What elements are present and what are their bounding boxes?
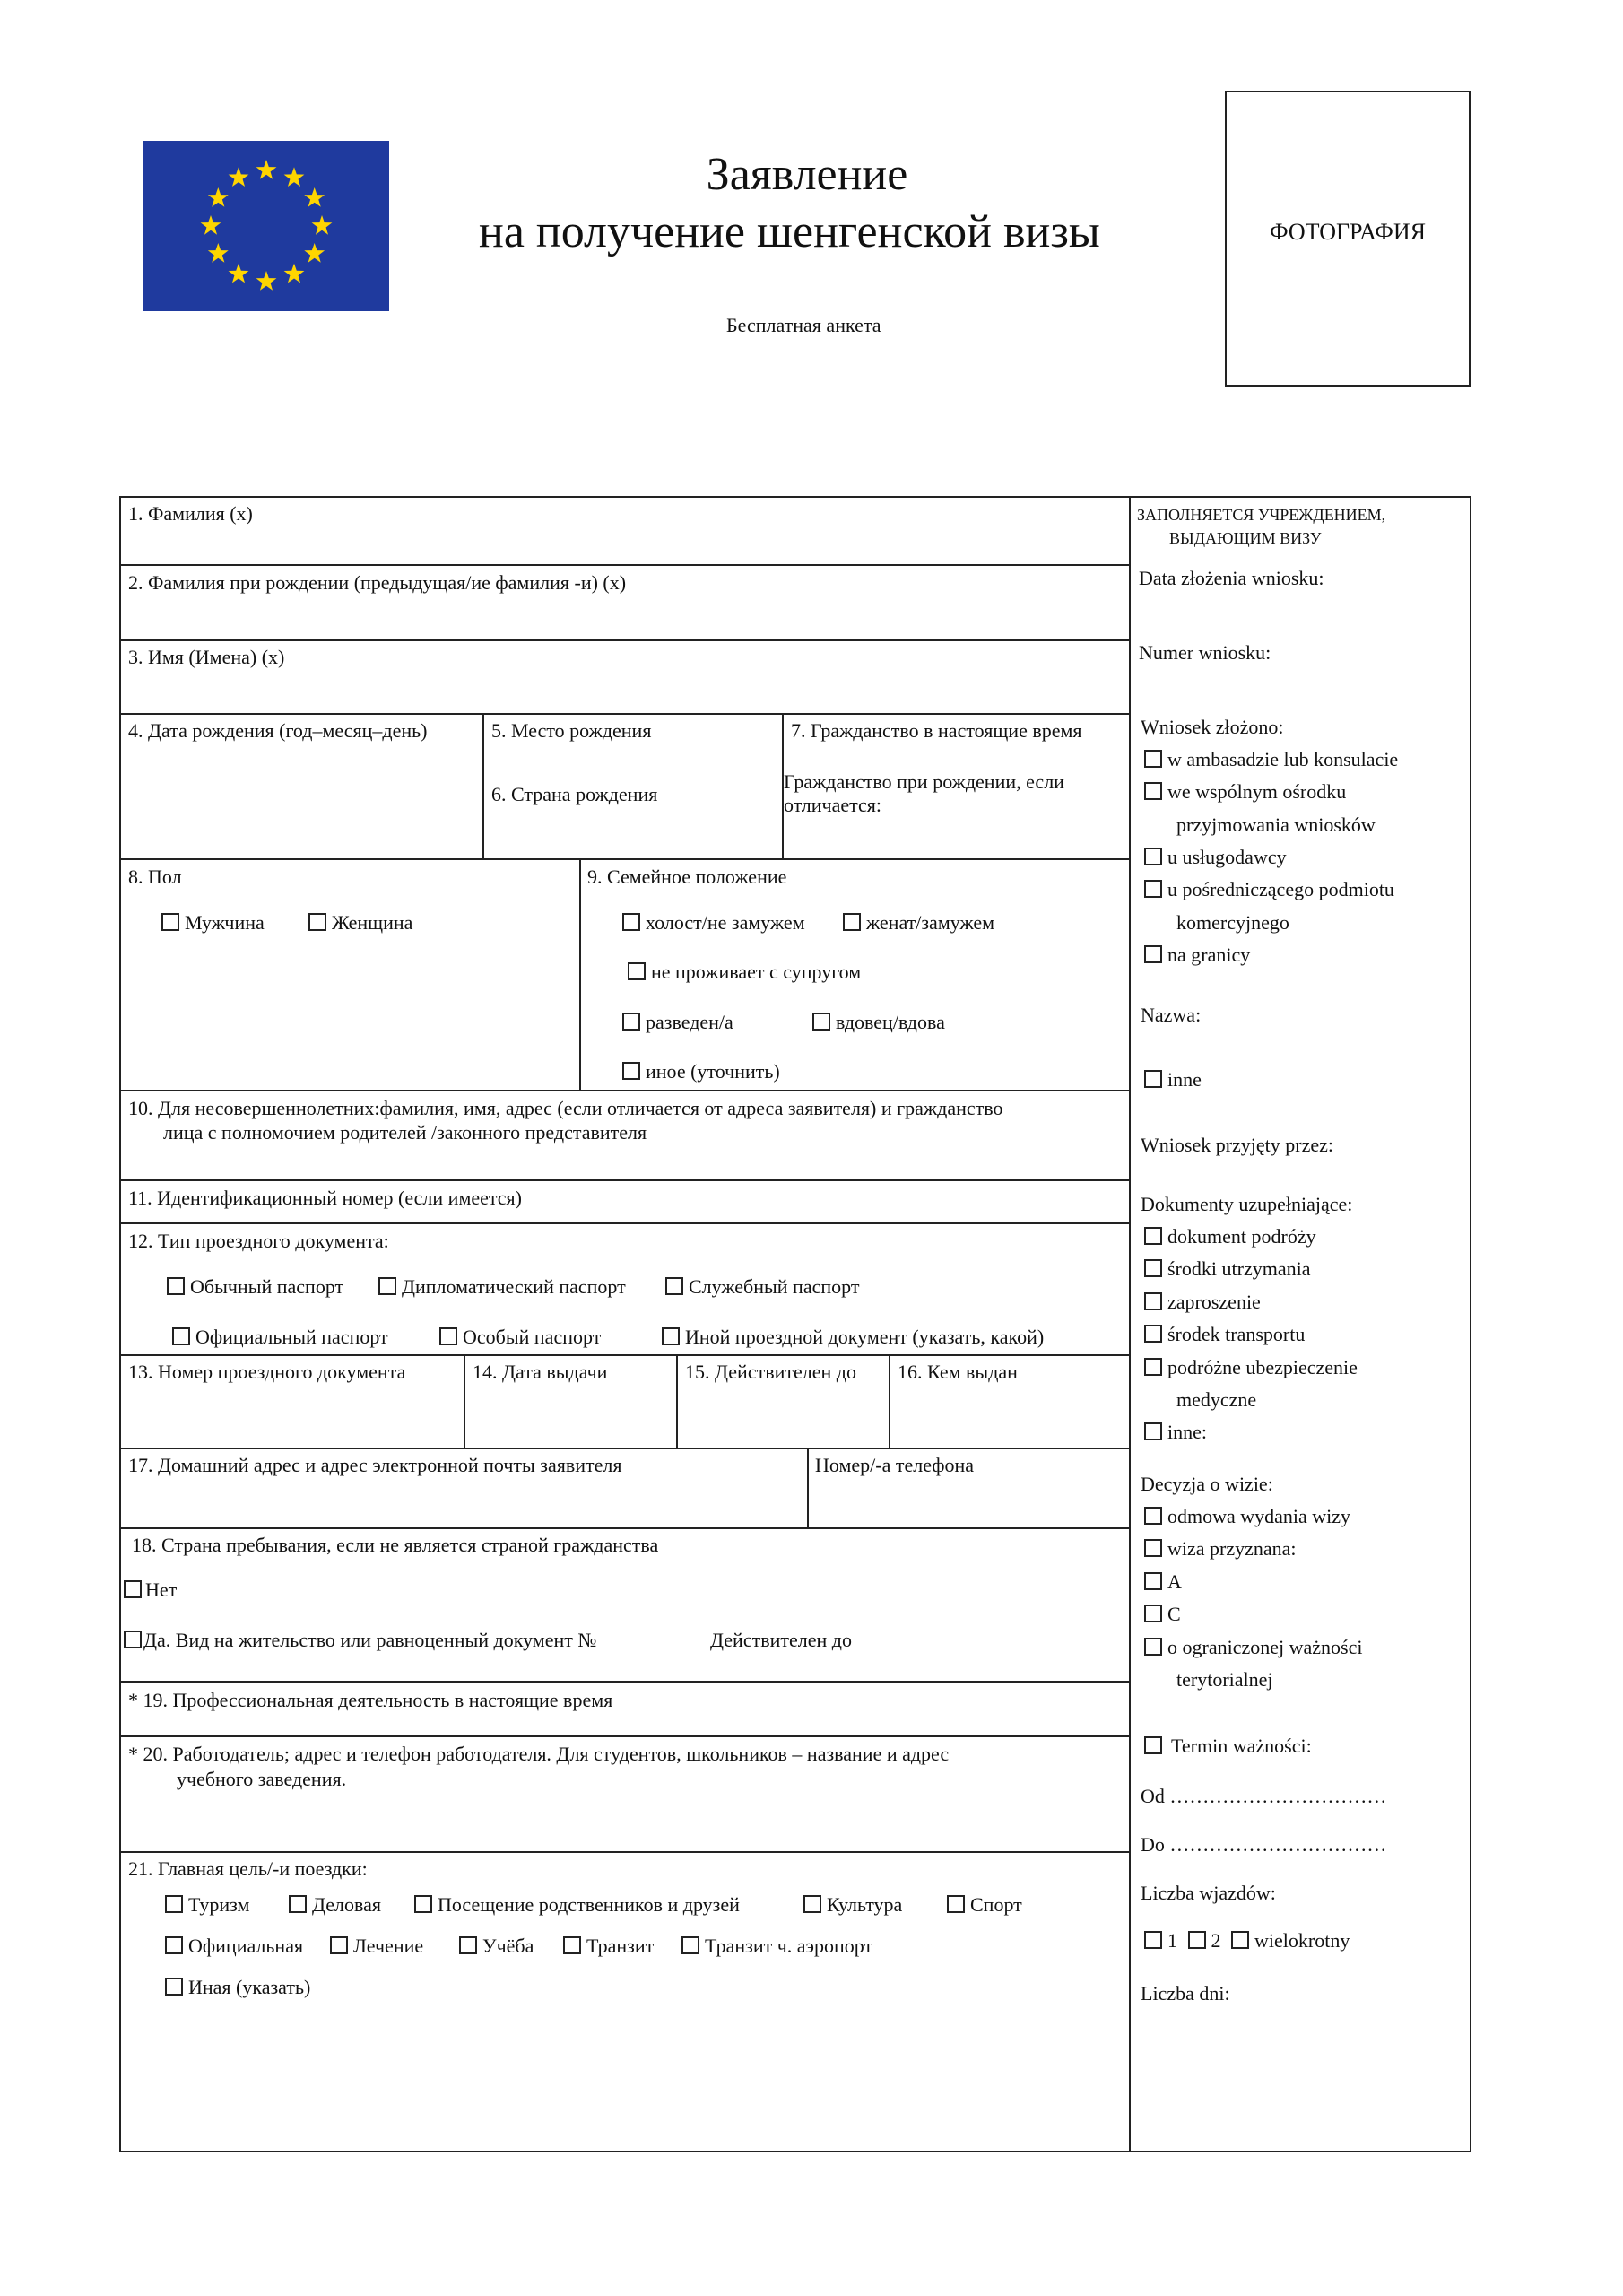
sidebar-decision-a[interactable]: A: [1144, 1569, 1182, 1596]
sidebar-decision-refused[interactable]: odmowa wydania wizy: [1144, 1503, 1350, 1530]
field-citizenship-label: 7. Гражданство в настоящие время: [791, 719, 1082, 742]
sidebar-entries-options[interactable]: 1 2 wielokrotny: [1144, 1927, 1350, 1954]
checkbox-icon[interactable]: [1144, 1507, 1162, 1525]
sidebar-doc-other[interactable]: inne:: [1144, 1419, 1207, 1446]
checkbox-icon[interactable]: [1144, 1325, 1162, 1343]
checkbox-icon[interactable]: [563, 1936, 581, 1954]
checkbox-icon[interactable]: [1144, 848, 1162, 865]
checkbox-icon[interactable]: [1144, 945, 1162, 963]
checkbox-icon[interactable]: [439, 1327, 457, 1345]
checkbox-icon[interactable]: [1144, 1605, 1162, 1622]
checkbox-icon[interactable]: [1144, 1422, 1162, 1440]
purpose-option-transit[interactable]: Транзит: [563, 1933, 654, 1960]
sidebar-doc-insurance-2: medyczne: [1176, 1388, 1257, 1411]
checkbox-icon[interactable]: [665, 1277, 683, 1295]
purpose-option-official[interactable]: Официальная: [165, 1933, 303, 1960]
field-birth-date-label: 4. Дата рождения (год–месяц–день): [128, 719, 428, 742]
purpose-option-study[interactable]: Учёба: [459, 1933, 534, 1960]
sidebar-submitted-intermediary[interactable]: u pośredniczącego podmiotu: [1144, 876, 1394, 903]
photo-box: [1225, 91, 1471, 387]
sidebar-valid-from: Od ……………………………: [1141, 1785, 1387, 1807]
checkbox-icon[interactable]: [1144, 1358, 1162, 1376]
sidebar-doc-means[interactable]: środki utrzymania: [1144, 1256, 1310, 1283]
field-sex-label: 8. Пол: [128, 865, 182, 888]
sidebar-submitted-border[interactable]: na granicy: [1144, 942, 1250, 969]
purpose-option-tourism[interactable]: Туризм: [165, 1892, 249, 1918]
sidebar-heading-1: ЗАПОЛНЯЕТСЯ УЧРЕЖДЕНИЕМ,: [1137, 506, 1386, 524]
sidebar-accepted-by-label: Wniosek przyjęty przez:: [1141, 1134, 1334, 1156]
purpose-option-culture[interactable]: Культура: [803, 1892, 902, 1918]
field-document-number-label: 13. Номер проездного документа: [128, 1361, 406, 1383]
field-minor-label-2: лица с полномочием родителей /законного представителя: [163, 1121, 647, 1144]
residence-option-no[interactable]: Нет: [124, 1577, 177, 1604]
sidebar-documents-label: Dokumenty uzupełniające:: [1141, 1193, 1353, 1215]
checkbox-icon[interactable]: [812, 1013, 830, 1031]
checkbox-icon[interactable]: [459, 1936, 477, 1954]
field-id-number-label: 11. Идентификационный номер (если имеется): [128, 1187, 523, 1209]
checkbox-icon[interactable]: [947, 1895, 965, 1913]
checkbox-icon[interactable]: [622, 1013, 640, 1031]
field-first-name-label: 3. Имя (Имена) (x): [128, 646, 285, 668]
sidebar-name-label: Nazwa:: [1141, 1004, 1202, 1026]
checkbox-icon[interactable]: [378, 1277, 396, 1295]
title-line2: на получение шенгенской визы: [479, 206, 1100, 257]
checkbox-icon[interactable]: [1231, 1931, 1249, 1949]
checkbox-icon[interactable]: [414, 1895, 432, 1913]
checkbox-icon[interactable]: [1144, 1572, 1162, 1590]
sidebar-doc-insurance[interactable]: podróżne ubezpieczenie: [1144, 1354, 1358, 1381]
field-residence-label: 18. Страна пребывания, если не является страной гражданства: [132, 1534, 659, 1556]
sex-option-female[interactable]: Женщина: [308, 909, 412, 936]
doc-option-other[interactable]: Иной проездной документ (указать, какой): [662, 1324, 1044, 1351]
field-employer-label-1: * 20. Работодатель; адрес и телефон работодателя. Для студентов, школьников – название и адрес: [128, 1743, 950, 1765]
checkbox-icon[interactable]: [803, 1895, 821, 1913]
subtitle: Бесплатная анкета: [726, 314, 881, 336]
checkbox-icon[interactable]: [308, 913, 326, 931]
checkbox-icon[interactable]: [1188, 1931, 1206, 1949]
checkbox-icon[interactable]: [681, 1936, 699, 1954]
marital-option-married[interactable]: женат/замужем: [843, 909, 994, 936]
field-marital-label: 9. Семейное положение: [587, 865, 787, 888]
checkbox-icon[interactable]: [1144, 1638, 1162, 1656]
field-valid-until-label: 15. Действителен до: [685, 1361, 856, 1383]
checkbox-icon[interactable]: [1144, 1931, 1162, 1949]
sidebar-decision-label: Decyzja o wizie:: [1141, 1473, 1273, 1495]
sidebar-submitted-common-centre-2: przyjmowania wniosków: [1176, 813, 1376, 836]
residence-option-yes[interactable]: Да. Вид на жительство или равноценный документ №: [124, 1627, 596, 1654]
field-surname-label: 1. Фамилия (x): [128, 502, 253, 525]
checkbox-icon[interactable]: [628, 962, 646, 980]
doc-option-service[interactable]: Служебный паспорт: [665, 1274, 859, 1300]
checkbox-icon[interactable]: [165, 1895, 183, 1913]
checkbox-icon[interactable]: [1144, 1539, 1162, 1557]
sidebar-submitted-intermediary-2: komercyjnego: [1176, 911, 1289, 934]
residence-valid-until-label: Действителен до: [710, 1629, 852, 1651]
checkbox-icon[interactable]: [1144, 1259, 1162, 1277]
sidebar-validity[interactable]: Termin ważności:: [1144, 1733, 1312, 1760]
title-line1: Заявление: [706, 149, 908, 200]
field-birth-citizenship-label-1: Гражданство при рождении, если: [784, 770, 1064, 793]
sidebar-doc-transport[interactable]: środek transportu: [1144, 1321, 1305, 1348]
marital-option-other[interactable]: иное (уточнить): [622, 1058, 780, 1085]
checkbox-icon[interactable]: [662, 1327, 680, 1345]
purpose-option-sport[interactable]: Спорт: [947, 1892, 1022, 1918]
checkbox-icon[interactable]: [165, 1978, 183, 1996]
field-issue-date-label: 14. Дата выдачи: [473, 1361, 608, 1383]
checkbox-icon[interactable]: [172, 1327, 190, 1345]
sidebar-entries-label: Liczba wjazdów:: [1141, 1882, 1276, 1904]
field-phone-label: Номер/-а телефона: [815, 1454, 975, 1476]
sidebar-number-label: Numer wniosku:: [1139, 641, 1271, 664]
field-address-label: 17. Домашний адрес и адрес электронной почты заявителя: [128, 1454, 622, 1476]
sidebar-days-label: Liczba dni:: [1141, 1982, 1230, 2005]
field-purpose-label: 21. Главная цель/-и поездки:: [128, 1857, 368, 1880]
marital-option-single[interactable]: холост/не замужем: [622, 909, 805, 936]
checkbox-icon[interactable]: [124, 1631, 142, 1648]
sidebar-doc-travel[interactable]: dokument podróży: [1144, 1223, 1316, 1250]
checkbox-icon[interactable]: [124, 1580, 142, 1598]
doc-option-official[interactable]: Официальный паспорт: [172, 1324, 388, 1351]
field-issued-by-label: 16. Кем выдан: [898, 1361, 1018, 1383]
sidebar-heading-2: ВЫДАЮЩИМ ВИЗУ: [1169, 529, 1322, 547]
checkbox-icon[interactable]: [167, 1277, 185, 1295]
checkbox-icon[interactable]: [622, 1062, 640, 1080]
purpose-option-business[interactable]: Деловая: [289, 1892, 381, 1918]
checkbox-icon[interactable]: [1144, 1227, 1162, 1245]
field-birth-citizenship-label-2: отличается:: [784, 794, 882, 816]
sidebar-submitted-embassy[interactable]: w ambasadzie lub konsulacie: [1144, 746, 1398, 773]
checkbox-icon[interactable]: [1144, 750, 1162, 768]
purpose-option-airport-transit[interactable]: Транзит ч. аэропорт: [681, 1933, 872, 1960]
sidebar-other[interactable]: inne: [1144, 1066, 1202, 1093]
checkbox-icon[interactable]: [1144, 1292, 1162, 1310]
sidebar-submitted-common-centre[interactable]: we wspólnym ośrodku: [1144, 778, 1346, 805]
field-employer-label-2: учебного заведения.: [177, 1768, 347, 1790]
sidebar-decision-issued[interactable]: wiza przyznana:: [1144, 1535, 1297, 1562]
sidebar-submitted-provider[interactable]: u usługodawcy: [1144, 844, 1287, 871]
checkbox-icon[interactable]: [843, 913, 861, 931]
photo-label: ФОТОГРАФИЯ: [1270, 219, 1426, 245]
checkbox-icon[interactable]: [289, 1895, 307, 1913]
checkbox-icon[interactable]: [1144, 782, 1162, 800]
sidebar-valid-to: Do ……………………………: [1141, 1833, 1387, 1856]
sidebar-date-label: Data złożenia wniosku:: [1139, 567, 1324, 589]
checkbox-icon[interactable]: [1144, 1070, 1162, 1088]
checkbox-icon[interactable]: [161, 913, 179, 931]
field-birth-country-label: 6. Страна рождения: [491, 783, 658, 805]
checkbox-icon[interactable]: [330, 1936, 348, 1954]
purpose-option-visit-family[interactable]: Посещение родственников и друзей: [414, 1892, 740, 1918]
doc-option-ordinary[interactable]: Обычный паспорт: [167, 1274, 343, 1300]
checkbox-icon[interactable]: [1144, 880, 1162, 898]
field-birth-surname-label: 2. Фамилия при рождении (предыдущая/ие фамилия -и) (x): [128, 571, 627, 594]
sidebar-doc-invitation[interactable]: zaproszenie: [1144, 1289, 1261, 1316]
field-minor-label-1: 10. Для несовершеннолетних:фамилия, имя, адрес (если отличается от адреса заявителя) и гражданство: [128, 1097, 1003, 1119]
field-occupation-label: * 19. Профессиональная деятельность в настоящие время: [128, 1689, 613, 1711]
sex-option-male[interactable]: Мужчина: [161, 909, 265, 936]
purpose-option-medical[interactable]: Лечение: [330, 1933, 423, 1960]
sidebar-submitted-label: Wniosek złożono:: [1141, 716, 1284, 738]
sidebar-decision-c[interactable]: C: [1144, 1601, 1181, 1628]
marital-option-widowed[interactable]: вдовец/вдова: [812, 1009, 945, 1036]
sidebar-decision-ltv[interactable]: o ograniczonej ważności: [1144, 1634, 1362, 1661]
doc-option-special[interactable]: Особый паспорт: [439, 1324, 601, 1351]
doc-option-diplomatic[interactable]: Дипломатический паспорт: [378, 1274, 626, 1300]
checkbox-icon[interactable]: [165, 1936, 183, 1954]
field-birth-place-label: 5. Место рождения: [491, 719, 652, 742]
marital-option-separated[interactable]: не проживает с супругом: [628, 959, 861, 986]
field-document-type-label: 12. Тип проездного документа:: [128, 1230, 389, 1252]
purpose-option-other[interactable]: Иная (указать): [165, 1974, 310, 2001]
sidebar-decision-ltv-2: terytorialnej: [1176, 1668, 1273, 1691]
checkbox-icon[interactable]: [1144, 1736, 1162, 1754]
checkbox-icon[interactable]: [622, 913, 640, 931]
marital-option-divorced[interactable]: разведен/а: [622, 1009, 733, 1036]
